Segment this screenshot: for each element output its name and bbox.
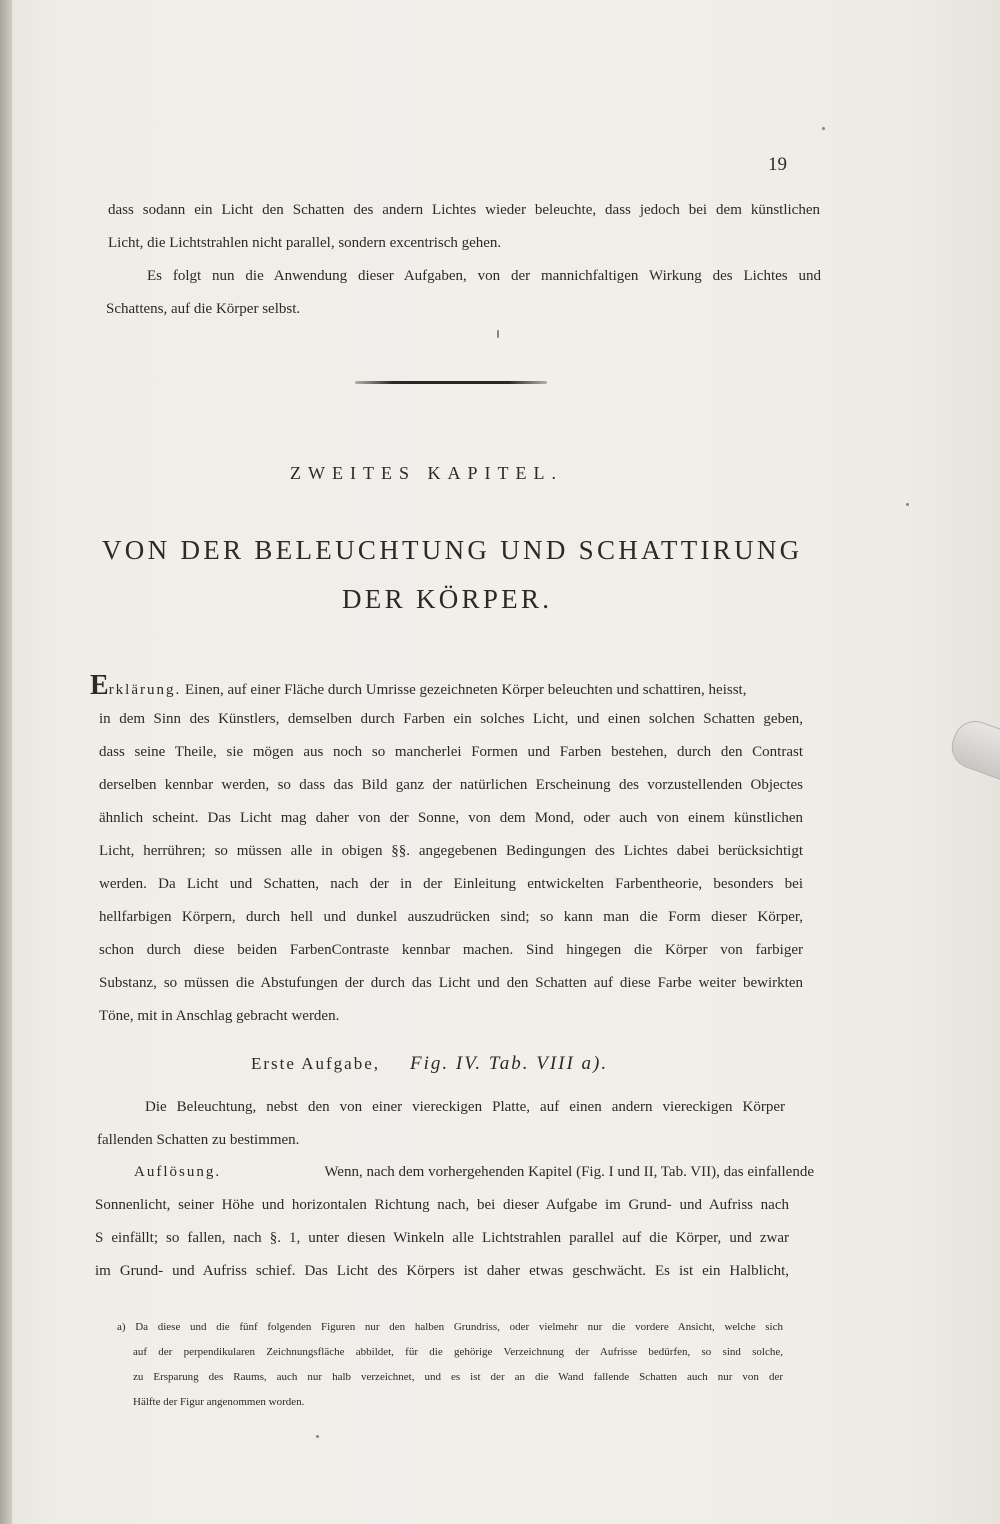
explanation-line: schon durch diese beiden FarbenContraste kennbar machen. Sind hingegen die Körper von farbiger — [99, 942, 803, 958]
paper-speck — [822, 127, 825, 130]
intro-line-2: Licht, die Lichtstrahlen nicht parallel, sondern excentrisch gehen. — [108, 235, 502, 251]
solution-first-line — [134, 1162, 814, 1182]
footnote-line: a) Da diese und die fünf folgenden Figuren nur den halben Grundriss, oder vielmehr nur die vordere Ansicht, welche sich — [117, 1321, 783, 1333]
solution-label: Auflösung. — [134, 1164, 222, 1180]
chapter-title-line-1: VON DER BELEUCHTUNG UND SCHATTIRUNG — [102, 535, 803, 565]
chapter-title-line-2: DER KÖRPER. — [342, 584, 553, 614]
explanation-line: Licht, herrühren; so müssen alle in obigen §§. angegebenen Bedingungen des Lichtes dabei berücksichtigt — [99, 843, 803, 859]
explanation-line: dass seine Theile, sie mögen aus noch so mancherlei Formen und Farben bestehen, durch den Contrast — [99, 744, 803, 760]
solution-line: im Grund- und Aufriss schief. Das Licht des Körpers ist daher etwas geschwächt. Es ist ein Halblicht, — [95, 1263, 789, 1279]
paper-speck — [906, 503, 909, 506]
intro-line-4: Schattens, auf die Körper selbst. — [106, 301, 301, 317]
drop-cap: E — [90, 670, 109, 701]
solution-line: S einfällt; so fallen, nach §. 1, unter diesen Winkeln alle Lichtstrahlen parallel auf die Körper, und zwar — [95, 1230, 789, 1246]
paper-speck — [316, 1435, 319, 1438]
explanation-first-line-text: Einen, auf einer Fläche durch Umrisse gezeichneten Körper beleuchten und schattiren, heisst, — [185, 682, 747, 698]
task-heading — [251, 1053, 608, 1075]
explanation-label: rklärung. — [108, 682, 182, 698]
explanation-line: ähnlich scheint. Das Licht mag daher von der Sonne, von dem Mond, oder auch von einem künstlichen — [99, 810, 803, 826]
solution-first-line-text: Wenn, nach dem vorhergehenden Kapitel (Fig. I und II, Tab. VII), das einfallende — [324, 1164, 814, 1180]
footnote-line: zu Ersparung des Raums, auch nur halb verzeichnet, und es ist der an die Wand fallende Schatten auch nur von der — [133, 1371, 783, 1383]
chapter-heading: ZWEITES KAPITEL. — [290, 463, 563, 483]
section-divider — [355, 381, 547, 384]
page-marker-tab — [946, 715, 1000, 781]
explanation-line: hellfarbigen Körpern, durch hell und dunkel auszudrücken sind; so kann man die Form dieser Körper, — [99, 909, 803, 925]
explanation-line: werden. Da Licht und Schatten, nach der in der Einleitung entwickelten Farbentheorie, besonders bei — [99, 876, 803, 892]
task-figure-reference: Fig. IV. Tab. VIII a). — [410, 1053, 609, 1074]
task-heading-label: Erste Aufgabe, — [251, 1054, 381, 1073]
explanation-first-line — [90, 670, 747, 701]
solution-line: Sonnenlicht, seiner Höhe und horizontalen Richtung nach, bei dieser Aufgabe im Grund- und Aufriss nach — [95, 1197, 789, 1213]
task-line: fallenden Schatten zu bestimmen. — [97, 1132, 300, 1148]
footnote-line: auf der perpendikularen Zeichnungsfläche abbildet, für die gehörige Verzeichnung der Aufrisse bedürfen, so sind solche, — [133, 1346, 783, 1358]
explanation-line: Substanz, so müssen die Abstufungen der durch das Licht und den Schatten auf diese Farbe weiter bewirkten — [99, 975, 803, 991]
intro-line-1: dass sodann ein Licht den Schatten des andern Lichtes wieder beleuchte, dass jedoch bei dem künstlichen — [108, 202, 820, 218]
paper-speck — [497, 330, 499, 338]
explanation-line: in dem Sinn des Künstlers, demselben durch Farben ein solches Licht, und einen solchen Schatten geben, — [99, 711, 803, 727]
explanation-line: Töne, mit in Anschlag gebracht werden. — [99, 1008, 340, 1024]
explanation-line: derselben kennbar werden, so dass das Bild ganz der natürlichen Erscheinung des vorzustellenden Objectes — [99, 777, 803, 793]
task-line: Die Beleuchtung, nebst den von einer viereckigen Platte, auf einen andern viereckigen Körper — [145, 1099, 785, 1115]
page-number: 19 — [768, 154, 787, 175]
book-spine — [0, 0, 12, 1524]
footnote-line: Hälfte der Figur angenommen worden. — [133, 1396, 305, 1408]
intro-line-3: Es folgt nun die Anwendung dieser Aufgaben, von der mannichfaltigen Wirkung des Lichtes und — [147, 268, 821, 284]
